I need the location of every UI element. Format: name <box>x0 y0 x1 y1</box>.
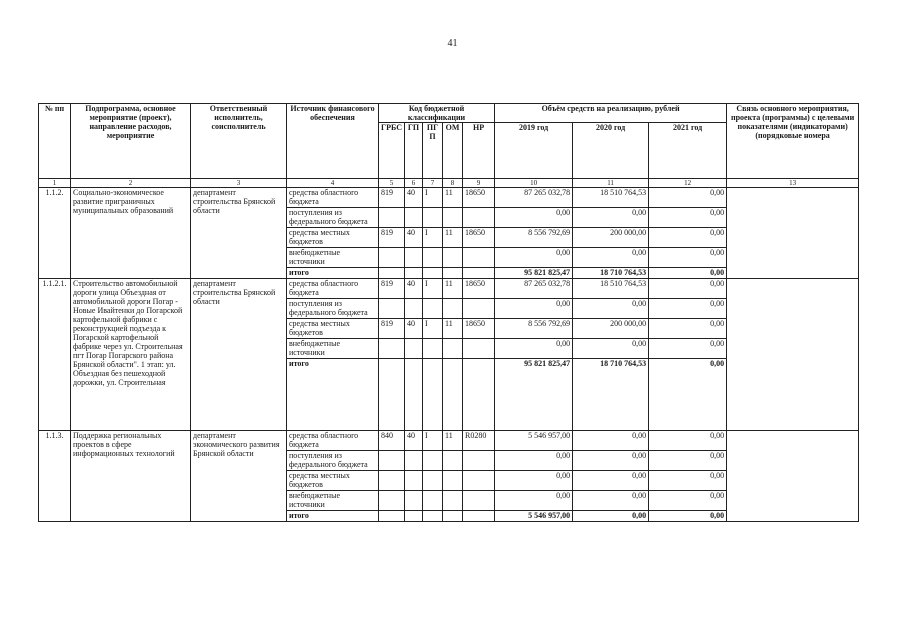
code-empty <box>443 511 463 522</box>
column-number: 13 <box>727 179 859 188</box>
code-gp: 40 <box>405 319 423 339</box>
amount-2020: 0,00 <box>573 471 649 491</box>
row-executor: департамент строительства Брянской области <box>191 188 287 279</box>
budget-table <box>38 103 859 522</box>
amount-2021: 0,00 <box>649 451 727 471</box>
header-budget-code: Код бюджетной классификации <box>379 104 495 123</box>
funding-source: средства областного бюджета <box>287 188 379 208</box>
funding-source: внебюджетные источники <box>287 248 379 268</box>
code-empty <box>379 511 405 522</box>
code-nr <box>463 339 495 359</box>
amount-2019: 0,00 <box>495 248 573 268</box>
code-nr <box>463 208 495 228</box>
amount-2020: 0,00 <box>573 299 649 319</box>
code-om <box>443 471 463 491</box>
total-2019: 95 821 825,47 <box>495 359 573 431</box>
total-2021: 0,00 <box>649 268 727 279</box>
code-grbs: 819 <box>379 188 405 208</box>
funding-source: внебюджетные источники <box>287 491 379 511</box>
total-2020: 0,00 <box>573 511 649 522</box>
code-nr: 18650 <box>463 279 495 299</box>
code-empty <box>405 359 423 431</box>
row-indicator-link <box>727 279 859 431</box>
amount-2020: 0,00 <box>573 339 649 359</box>
code-om <box>443 208 463 228</box>
code-grbs <box>379 491 405 511</box>
code-pgp: I <box>423 431 443 451</box>
code-om: 11 <box>443 431 463 451</box>
code-om: 11 <box>443 279 463 299</box>
funding-source: средства областного бюджета <box>287 279 379 299</box>
code-om <box>443 299 463 319</box>
code-pgp <box>423 339 443 359</box>
header-2020: 2020 год <box>573 123 649 179</box>
code-gp: 40 <box>405 228 423 248</box>
code-empty <box>423 268 443 279</box>
header-om: ОМ <box>443 123 463 179</box>
amount-2020: 0,00 <box>573 491 649 511</box>
code-nr <box>463 248 495 268</box>
column-number: 10 <box>495 179 573 188</box>
code-pgp <box>423 491 443 511</box>
code-gp: 40 <box>405 431 423 451</box>
column-number: 7 <box>423 179 443 188</box>
column-number: 3 <box>191 179 287 188</box>
amount-2019: 87 265 032,78 <box>495 188 573 208</box>
code-nr: R0280 <box>463 431 495 451</box>
amount-2019: 8 556 792,69 <box>495 228 573 248</box>
funding-source: поступления из федерального бюджета <box>287 208 379 228</box>
code-empty <box>443 359 463 431</box>
code-nr <box>463 299 495 319</box>
amount-2020: 0,00 <box>573 208 649 228</box>
header-subprogram: Подпрограмма, основное мероприятие (проект), направление расходов, мероприятие <box>71 104 191 179</box>
code-empty <box>463 268 495 279</box>
amount-2021: 0,00 <box>649 431 727 451</box>
column-number: 4 <box>287 179 379 188</box>
code-grbs <box>379 299 405 319</box>
amount-2021: 0,00 <box>649 228 727 248</box>
row-name: Социально-экономическое развитие приграничных муниципальных образований <box>71 188 191 279</box>
column-number: 12 <box>649 179 727 188</box>
amount-2021: 0,00 <box>649 299 727 319</box>
total-label: итого <box>287 511 379 522</box>
code-grbs <box>379 451 405 471</box>
code-pgp <box>423 299 443 319</box>
code-gp <box>405 299 423 319</box>
row-executor: департамент экономического развития Брянской области <box>191 431 287 522</box>
amount-2019: 0,00 <box>495 299 573 319</box>
row-indicator-link <box>727 431 859 522</box>
code-grbs: 840 <box>379 431 405 451</box>
total-2021: 0,00 <box>649 511 727 522</box>
column-number: 11 <box>573 179 649 188</box>
code-empty <box>405 268 423 279</box>
code-nr: 18650 <box>463 319 495 339</box>
code-grbs <box>379 208 405 228</box>
code-pgp <box>423 208 443 228</box>
header-2021: 2021 год <box>649 123 727 179</box>
header-executor: Ответственный исполнитель, соисполнитель <box>191 104 287 179</box>
amount-2021: 0,00 <box>649 188 727 208</box>
code-nr <box>463 471 495 491</box>
table-row <box>39 188 859 208</box>
code-grbs <box>379 471 405 491</box>
amount-2020: 18 510 764,53 <box>573 188 649 208</box>
column-numbers-row <box>39 179 859 188</box>
code-empty <box>405 511 423 522</box>
total-2020: 18 710 764,53 <box>573 268 649 279</box>
amount-2021: 0,00 <box>649 248 727 268</box>
header-source: Источник финансового обеспечения <box>287 104 379 179</box>
header-2019: 2019 год <box>495 123 573 179</box>
row-name: Поддержка региональных проектов в сфере информационных технологий <box>71 431 191 522</box>
funding-source: средства местных бюджетов <box>287 228 379 248</box>
row-indicator-link <box>727 188 859 279</box>
code-nr: 18650 <box>463 188 495 208</box>
funding-source: средства местных бюджетов <box>287 471 379 491</box>
code-empty <box>423 511 443 522</box>
code-gp <box>405 491 423 511</box>
funding-source: средства местных бюджетов <box>287 319 379 339</box>
amount-2019: 0,00 <box>495 208 573 228</box>
code-gp <box>405 451 423 471</box>
code-om: 11 <box>443 228 463 248</box>
code-gp: 40 <box>405 279 423 299</box>
funding-source: поступления из федерального бюджета <box>287 299 379 319</box>
row-number: 1.1.2. <box>39 188 71 279</box>
table-body <box>39 188 859 522</box>
row-number: 1.1.2.1. <box>39 279 71 431</box>
column-number: 9 <box>463 179 495 188</box>
column-number: 2 <box>71 179 191 188</box>
code-gp <box>405 339 423 359</box>
code-om: 11 <box>443 319 463 339</box>
header-grbs: ГРБС <box>379 123 405 179</box>
code-om <box>443 339 463 359</box>
total-2019: 95 821 825,47 <box>495 268 573 279</box>
amount-2019: 0,00 <box>495 339 573 359</box>
code-grbs <box>379 248 405 268</box>
amount-2021: 0,00 <box>649 279 727 299</box>
code-grbs: 819 <box>379 279 405 299</box>
total-2021: 0,00 <box>649 359 727 431</box>
amount-2019: 0,00 <box>495 491 573 511</box>
header-pgp: ПГП <box>423 123 443 179</box>
code-empty <box>443 268 463 279</box>
code-empty <box>463 359 495 431</box>
code-gp <box>405 248 423 268</box>
table-row <box>39 431 859 451</box>
column-number: 8 <box>443 179 463 188</box>
code-nr <box>463 491 495 511</box>
code-gp: 40 <box>405 188 423 208</box>
amount-2019: 0,00 <box>495 471 573 491</box>
code-gp <box>405 208 423 228</box>
code-om: 11 <box>443 188 463 208</box>
header-gp: ГП <box>405 123 423 179</box>
amount-2020: 200 000,00 <box>573 319 649 339</box>
code-empty <box>379 268 405 279</box>
code-pgp <box>423 248 443 268</box>
code-nr: 18650 <box>463 228 495 248</box>
header-volume: Объём средств на реализацию, рублей <box>495 104 727 123</box>
row-name: Строительство автомобильной дороги улица Объездная от автомобильной дороги Погар - Новые Ивайтенки до Погарской картофельной фабрики с реконструкцией подъезда к Погарской картофельной фабрике через ул. Строительная пгт Погар Погарского района Брянской области". 1 этап: ул. Объездная без пешеходной дорожки, ул. Строительная <box>71 279 191 431</box>
amount-2020: 18 510 764,53 <box>573 279 649 299</box>
code-pgp: I <box>423 319 443 339</box>
total-label: итого <box>287 268 379 279</box>
code-grbs: 819 <box>379 319 405 339</box>
code-om <box>443 248 463 268</box>
amount-2020: 0,00 <box>573 248 649 268</box>
amount-2020: 200 000,00 <box>573 228 649 248</box>
code-nr <box>463 451 495 471</box>
code-pgp <box>423 451 443 471</box>
amount-2021: 0,00 <box>649 339 727 359</box>
column-number: 1 <box>39 179 71 188</box>
code-grbs: 819 <box>379 228 405 248</box>
amount-2020: 0,00 <box>573 451 649 471</box>
column-number: 5 <box>379 179 405 188</box>
header-nr: НР <box>463 123 495 179</box>
column-number: 6 <box>405 179 423 188</box>
amount-2020: 0,00 <box>573 431 649 451</box>
amount-2019: 87 265 032,78 <box>495 279 573 299</box>
amount-2019: 0,00 <box>495 451 573 471</box>
amount-2019: 5 546 957,00 <box>495 431 573 451</box>
total-2020: 18 710 764,53 <box>573 359 649 431</box>
code-pgp: I <box>423 279 443 299</box>
funding-source: поступления из федерального бюджета <box>287 451 379 471</box>
amount-2019: 8 556 792,69 <box>495 319 573 339</box>
row-executor: департамент строительства Брянской области <box>191 279 287 431</box>
funding-source: внебюджетные источники <box>287 339 379 359</box>
code-gp <box>405 471 423 491</box>
code-grbs <box>379 339 405 359</box>
page-number: 41 <box>447 38 458 49</box>
code-pgp: I <box>423 188 443 208</box>
code-om <box>443 451 463 471</box>
total-2019: 5 546 957,00 <box>495 511 573 522</box>
code-pgp: I <box>423 228 443 248</box>
code-empty <box>463 511 495 522</box>
header-link: Связь основного мероприятия, проекта (программы) с целевыми показателями (индикаторами) (порядковые номера <box>727 104 859 179</box>
table-row <box>39 279 859 299</box>
amount-2021: 0,00 <box>649 471 727 491</box>
funding-source: средства областного бюджета <box>287 431 379 451</box>
row-number: 1.1.3. <box>39 431 71 522</box>
code-pgp <box>423 471 443 491</box>
code-om <box>443 491 463 511</box>
code-empty <box>379 359 405 431</box>
amount-2021: 0,00 <box>649 491 727 511</box>
header-num: № пп <box>39 104 71 179</box>
amount-2021: 0,00 <box>649 208 727 228</box>
code-empty <box>423 359 443 431</box>
total-label: итого <box>287 359 379 431</box>
amount-2021: 0,00 <box>649 319 727 339</box>
